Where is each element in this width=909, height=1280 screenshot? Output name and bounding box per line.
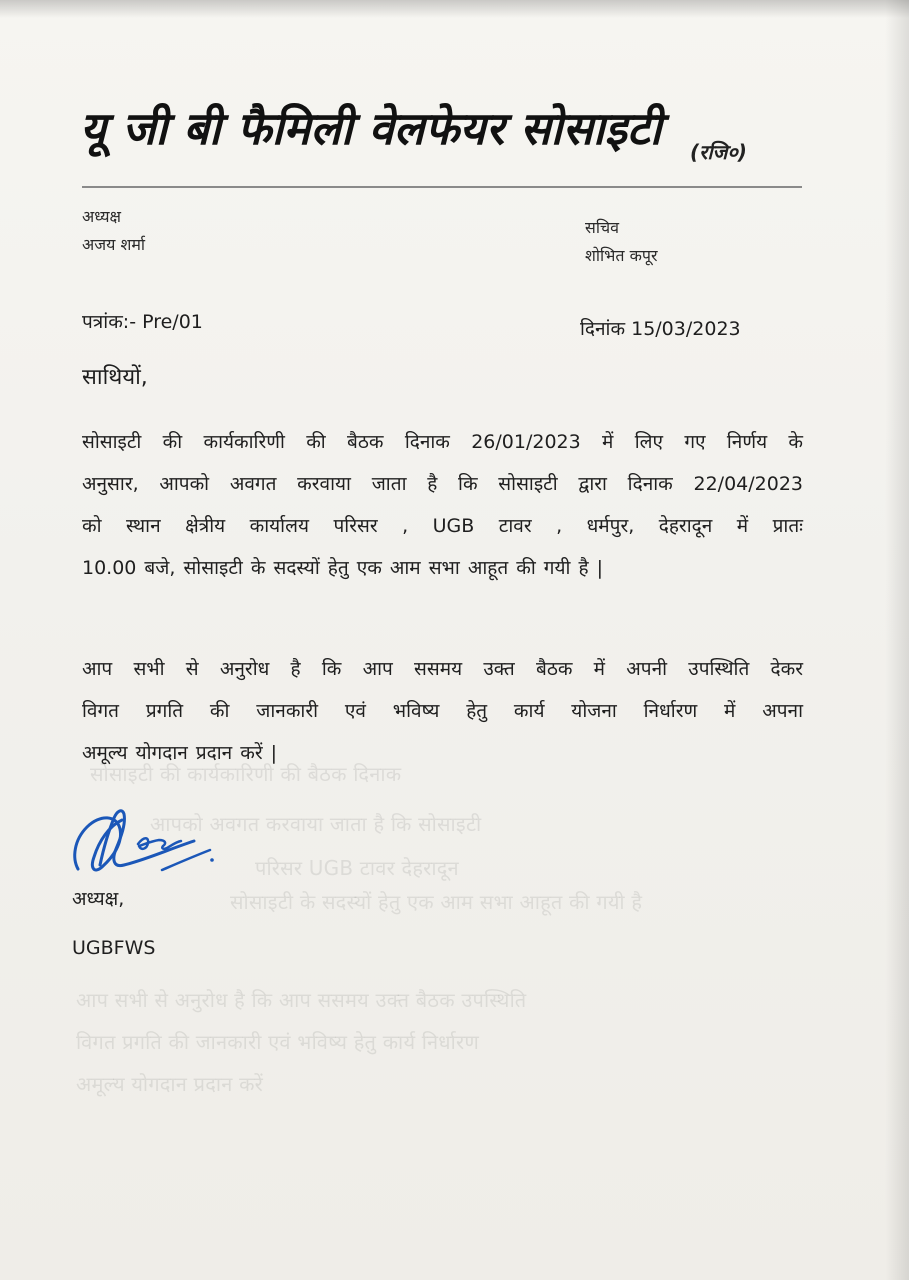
page-shadow-right bbox=[885, 0, 909, 1280]
president-name: अजय शर्मा bbox=[82, 235, 146, 254]
president-signature bbox=[66, 802, 216, 886]
registration-mark: (रजि०) bbox=[690, 140, 747, 164]
bleed-through-line-3: परिसर UGB टावर देहरादून bbox=[255, 856, 459, 880]
paragraph-line: आप सभी से अनुरोध है कि आप ससमय उक्त बैठक में अपनी उपस्थिति देकर bbox=[82, 658, 803, 680]
organization-title: यू जी बी फैमिली वेलफेयर सोसाइटी bbox=[80, 102, 662, 155]
secretary-label: सचिव bbox=[585, 218, 620, 237]
page-shadow-top bbox=[0, 0, 909, 18]
bleed-through-line-5: आप सभी से अनुरोध है कि आप ससमय उक्त बैठक उपस्थिति bbox=[76, 988, 527, 1012]
bleed-through-line-6: विगत प्रगति की जानकारी एवं भविष्य हेतु कार्य निर्धारण bbox=[76, 1030, 479, 1054]
secretary-name: शोभित कपूर bbox=[585, 246, 658, 265]
bleed-through-line-4: सोसाइटी के सदस्यों हेतु एक आम सभा आहूत की गयी है bbox=[230, 890, 643, 914]
letter-date: दिनांक 15/03/2023 bbox=[580, 318, 741, 340]
paragraph-line: अनुसार, आपको अवगत करवाया जाता है कि सोसाइटी द्वारा दिनाक 22/04/2023 bbox=[82, 473, 803, 495]
salutation: साथियों, bbox=[82, 365, 148, 390]
signoff-title: अध्यक्ष, bbox=[72, 888, 125, 910]
president-label: अध्यक्ष bbox=[82, 207, 121, 226]
paragraph-attendance-request bbox=[82, 648, 803, 774]
bleed-through-line-2: आपको अवगत करवाया जाता है कि सोसाइटी bbox=[150, 812, 482, 836]
header-divider bbox=[82, 186, 802, 188]
paragraph-meeting-notice bbox=[82, 421, 803, 589]
bleed-through-line-7: अमूल्य योगदान प्रदान करें bbox=[76, 1072, 264, 1096]
signoff-organization: UGBFWS bbox=[72, 937, 156, 959]
reference-number: पत्रांक:- Pre/01 bbox=[82, 311, 203, 333]
paragraph-line: विगत प्रगति की जानकारी एवं भविष्य हेतु कार्य योजना निर्धारण में अपना bbox=[82, 700, 803, 722]
paragraph-line: अमूल्य योगदान प्रदान करें | bbox=[82, 742, 278, 764]
paragraph-line: 10.00 बजे, सोसाइटी के सदस्यों हेतु एक आम सभा आहूत की गयी है | bbox=[82, 557, 604, 579]
paragraph-line: सोसाइटी की कार्यकारिणी की बैठक दिनाक 26/01/2023 में लिए गए निर्णय के bbox=[82, 431, 803, 453]
bleed-through-line-1: सोसाइटी की कार्यकारिणी की बैठक दिनाक bbox=[90, 762, 402, 786]
paragraph-line: को स्थान क्षेत्रीय कार्यालय परिसर , UGB टावर , धर्मपुर, देहरादून में प्रातः bbox=[82, 515, 803, 537]
